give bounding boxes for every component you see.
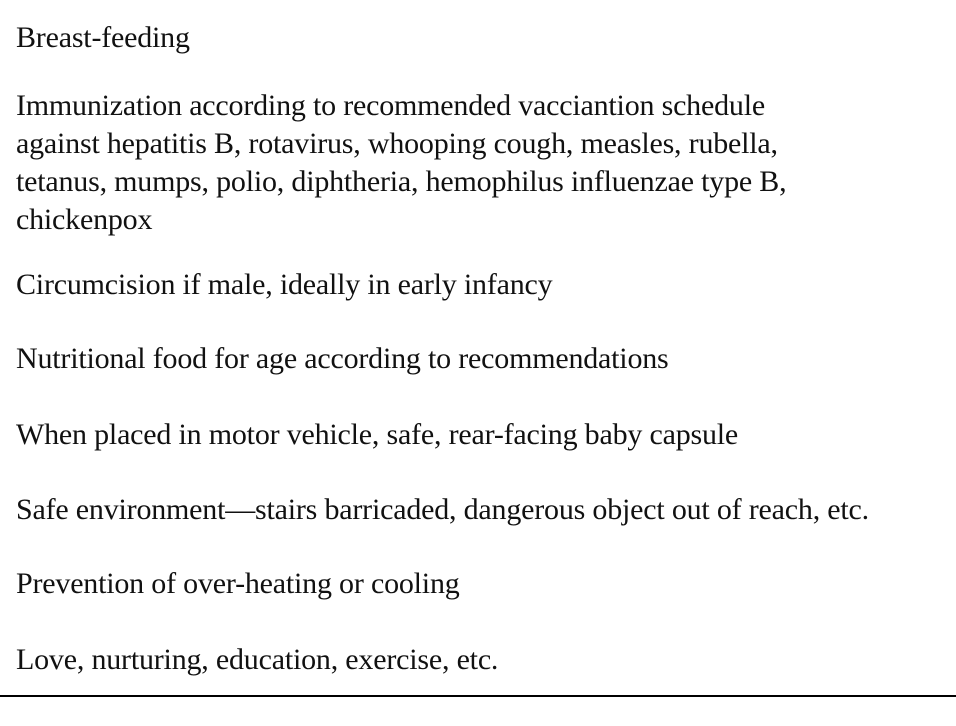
bottom-rule [0,695,956,697]
list-item-immunization [16,87,786,239]
list-item-breast-feeding [16,19,190,57]
list-item-safe-environment [16,491,869,529]
item-line: tetanus, mumps, polio, diphtheria, hemophilus influenzae type B, [16,165,787,198]
item-line: Circumcision if male, ideally in early infancy [16,268,553,301]
item-line: Breast-feeding [16,21,190,54]
item-line: Immunization according to recommended vacciantion schedule [16,89,765,122]
list-item-motor-vehicle [16,416,738,454]
list-item-love-nurturing [16,641,498,679]
list-item-temperature [16,565,460,603]
item-line: Nutritional food for age according to recommendations [16,342,669,375]
item-line: chickenpox [16,203,153,236]
item-line: When placed in motor vehicle, safe, rear-facing baby capsule [16,418,739,451]
list-item-nutritional-food [16,340,669,378]
item-line: against hepatitis B, rotavirus, whooping cough, measles, rubella, [16,127,778,160]
item-line: Love, nurturing, education, exercise, etc. [16,643,499,676]
item-line: Prevention of over-heating or cooling [16,567,460,600]
list-item-circumcision [16,266,552,304]
item-line: Safe environment—stairs barricaded, dangerous object out of reach, etc. [16,493,869,526]
